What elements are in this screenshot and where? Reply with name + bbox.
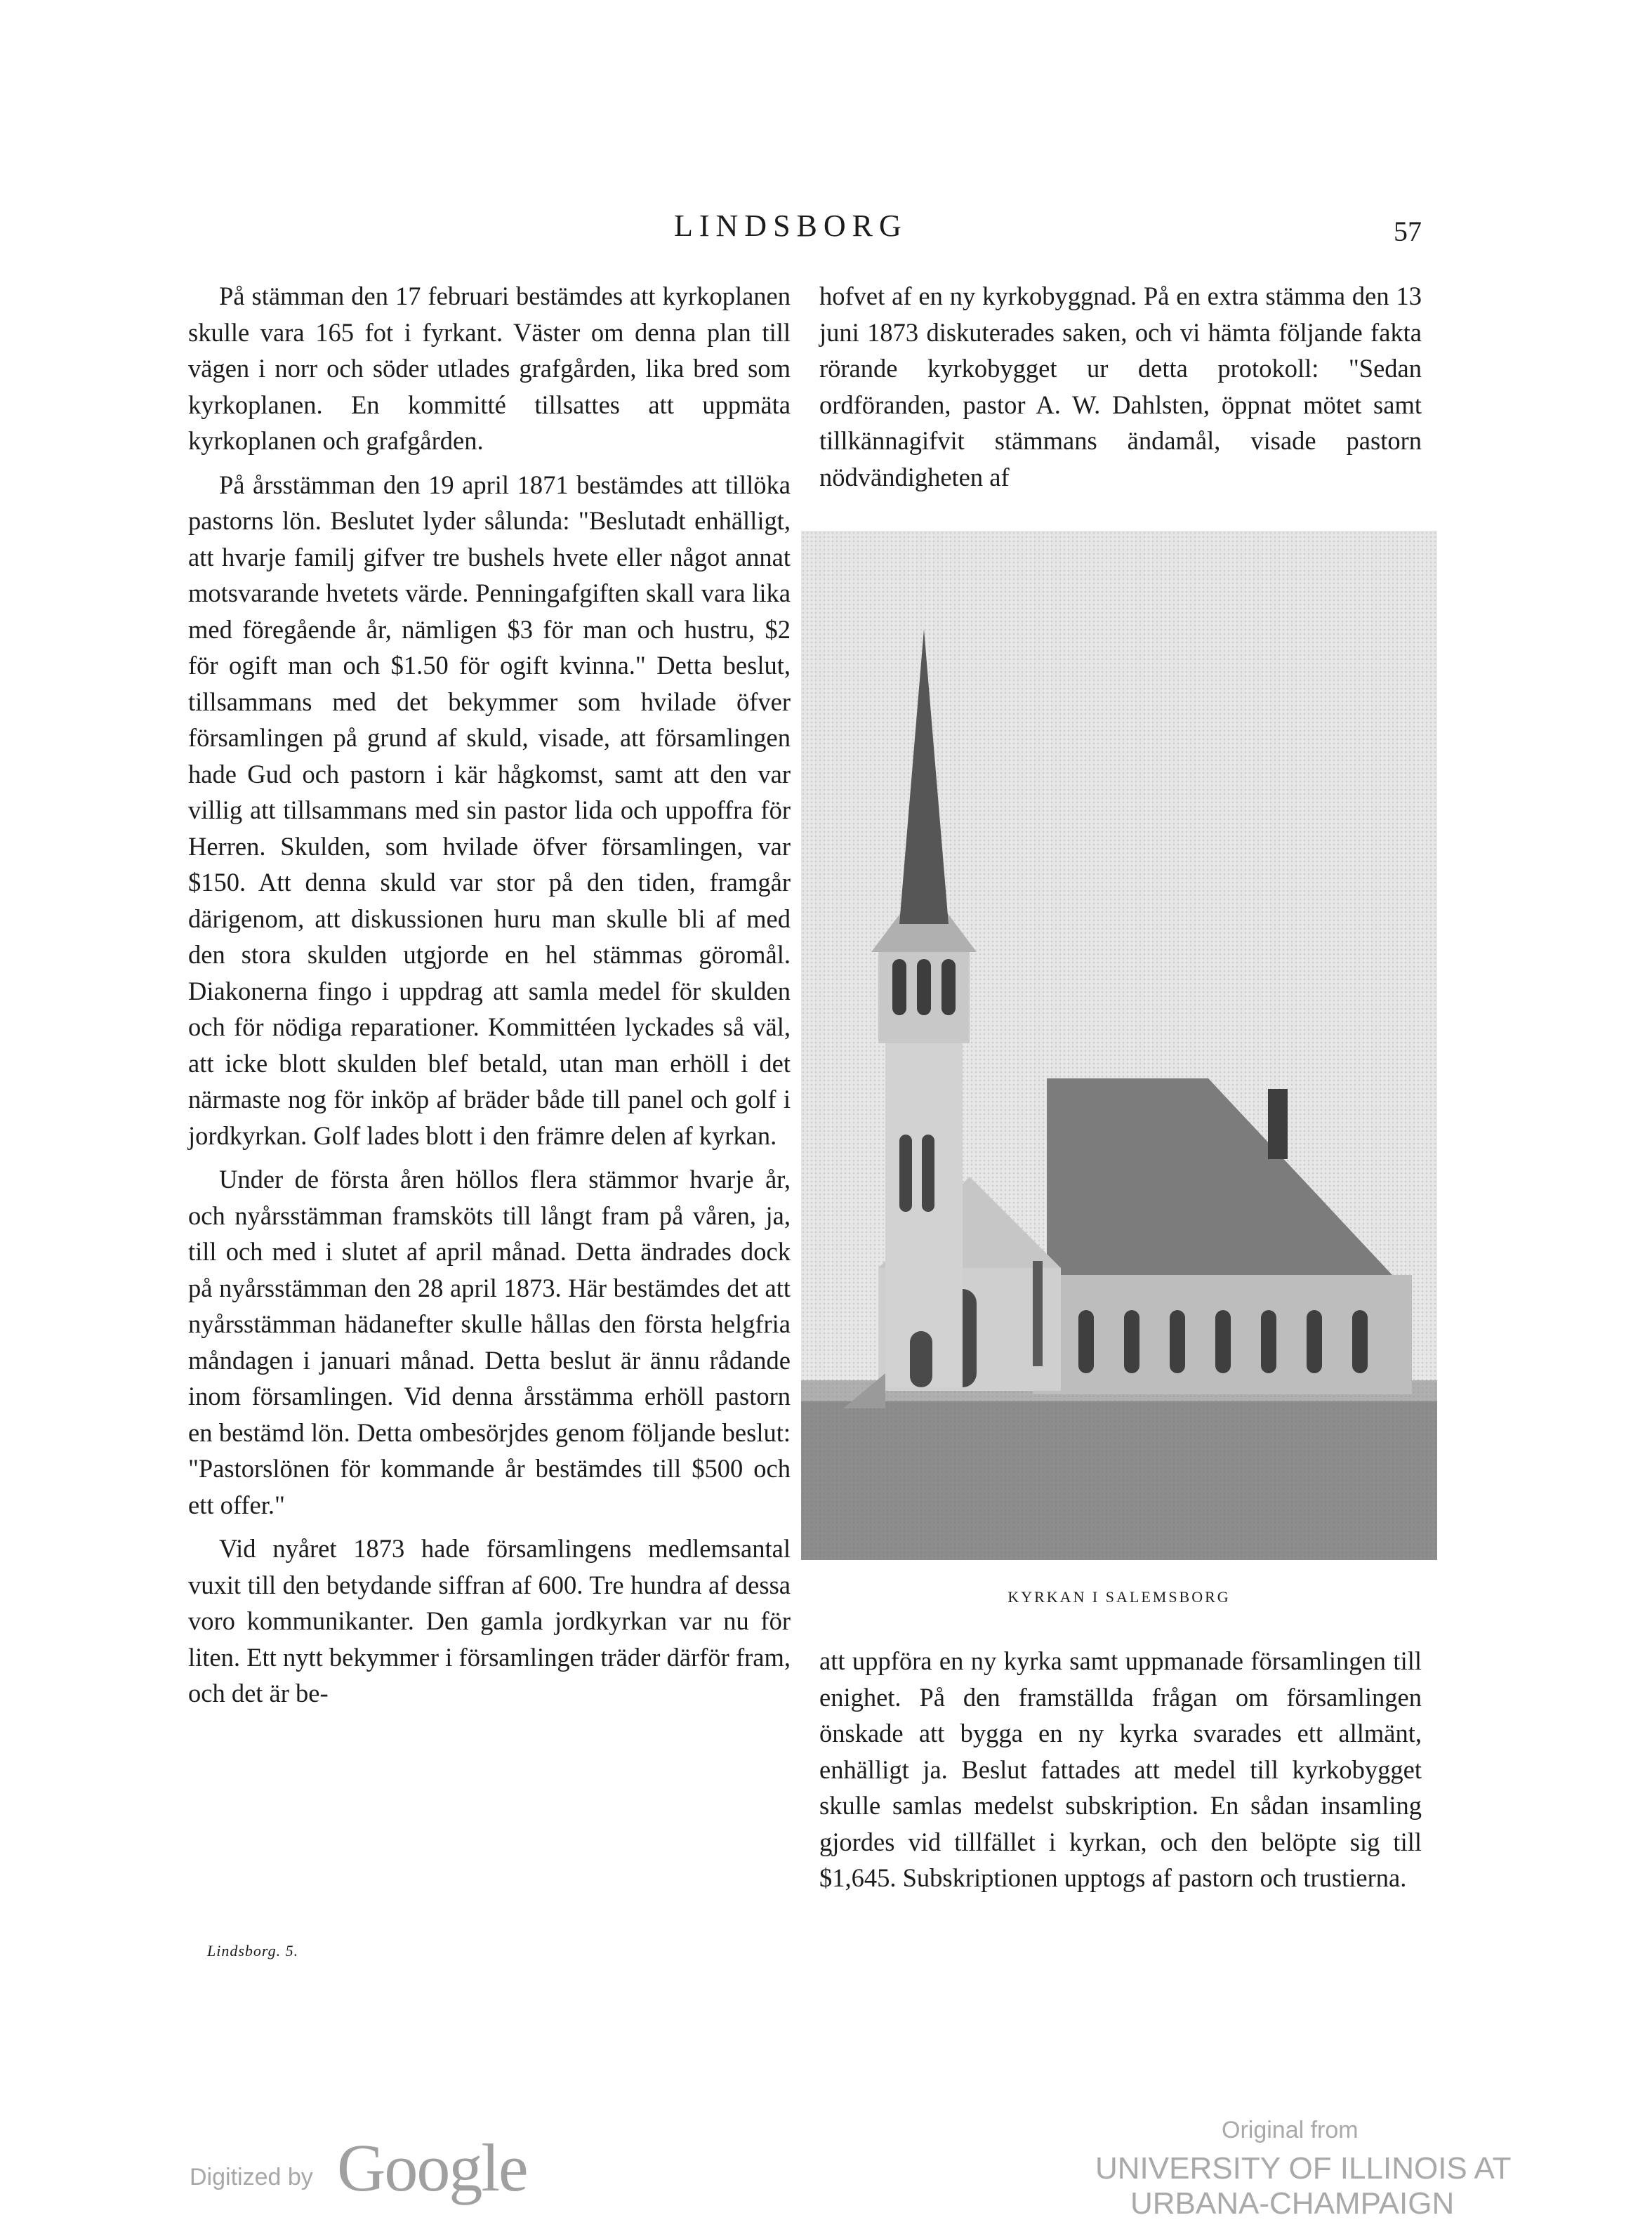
- institution-line-1: UNIVERSITY OF ILLINOIS AT: [1095, 2151, 1512, 2186]
- left-column: [188, 278, 791, 1712]
- page-number: 57: [1394, 216, 1422, 247]
- paragraph: hofvet af en ny kyrkobyggnad. På en extra stämma den 13 juni 1873 diskuterades saken, och vi hämta följande fakta rörande kyrkobygget ur detta protokoll: "Sedan ordföranden, pastor A. W. Dahlsten, öppnat mötet samt tillkännagifvit stämmans ändamål, visade pastorn nödvändigheten af: [819, 282, 1422, 491]
- running-head: LINDSBORG: [674, 209, 908, 243]
- right-column-top: [819, 278, 1422, 495]
- paragraph: Vid nyåret 1873 hade församlingens medlemsantal vuxit till den betydande siffran af 600. Tre hundra af dessa voro kommunikanter. Den gamla jordkyrkan var nu för liten. Ett nytt bekymmer i församlingen träder därför fram, och det är be-: [188, 1534, 791, 1707]
- church-photograph: [801, 531, 1437, 1560]
- institution-line-2: URBANA-CHAMPAIGN: [1130, 2186, 1455, 2221]
- right-column-bottom: [819, 1643, 1422, 1896]
- figure-caption: KYRKAN I SALEMSBORG: [1007, 1588, 1231, 1606]
- original-from-label: Original from: [1222, 2117, 1359, 2143]
- digitized-by-label: Digitized by: [190, 2164, 313, 2190]
- paragraph: På årsstämman den 19 april 1871 bestämdes att tillöka pastorns lön. Beslutet lyder sålunda: "Beslutadt enhälligt, att hvarje familj gifver tre bushels hvete eller något annat motsvarande hvetets värde. Penningafgiften skall vara lika med föregående år, nämligen $3 för man och hustru, $2 för ogift man och $1.50 för ogift kvinna." Detta beslut, tillsammans med det bekymmer som hvilade öfver församlingen på grund af skuld, visade, att församlingen hade Gud och pastorn i kär hågkomst, samt att den var villig att tillsammans med sin pastor lida och uppoffra för Herren. Skulden, som hvilade öfver församlingen, var $150. Att denna skuld var stor på den tiden, framgår därigenom, att diskussionen huru man skulle bli af med den stora skulden utgjorde en hel stämmas göromål. Diakonerna fingo i uppdrag att samla medel för skulden och för nödiga reparationer. Kommittéen lyckades så väl, att icke blott skulden blef betald, utan man erhöll i det närmaste nog för inköp af bräder både till panel och golf i jordkyrkan. Golf lades blott i den främre delen af kyrkan.: [188, 470, 791, 1150]
- original-from-block: [1095, 2117, 1643, 2221]
- paragraph: att uppföra en ny kyrka samt uppmanade församlingen till enighet. På den framställda frågan om församlingen önskade att bygga en ny kyrka svarades ett allmänt, enhälligt ja. Beslut fattades att medel till kyrkobygget skulle samlas medelst subskription. En sådan insamling gjordes vid tillfället i kyrkan, och den belöpte sig till $1,645. Subskriptionen upptogs af pastorn och trustierna.: [819, 1646, 1422, 1892]
- paragraph: På stämman den 17 februari bestämdes att kyrkoplanen skulle vara 165 fot i fyrkant. Väster om denna plan till vägen i norr och söder utlades grafgården, lika bred som kyrkoplanen. En kommitté tillsattes att uppmäta kyrkoplanen och grafgården.: [188, 282, 791, 455]
- google-logo: Google: [337, 2130, 527, 2205]
- paragraph: Under de första åren höllos flera stämmor hvarje år, och nyårsstämman framsköts till långt fram på våren, ja, till och med i slutet af april månad. Detta ändrades dock på nyårsstämman den 28 april 1873. Här bestämdes det att nyårsstämman hädanefter skulle hållas den första helgfria måndagen i januari månad. Detta beslut är ännu rådande inom församlingen. Vid denna årsstämma erhöll pastorn en bestämd lön. Detta ombesörjdes genom följande beslut: "Pastorslönen för kommande år bestämdes till $500 och ett offer.": [188, 1165, 791, 1519]
- signature-mark: Lindsborg. 5.: [207, 1942, 299, 1960]
